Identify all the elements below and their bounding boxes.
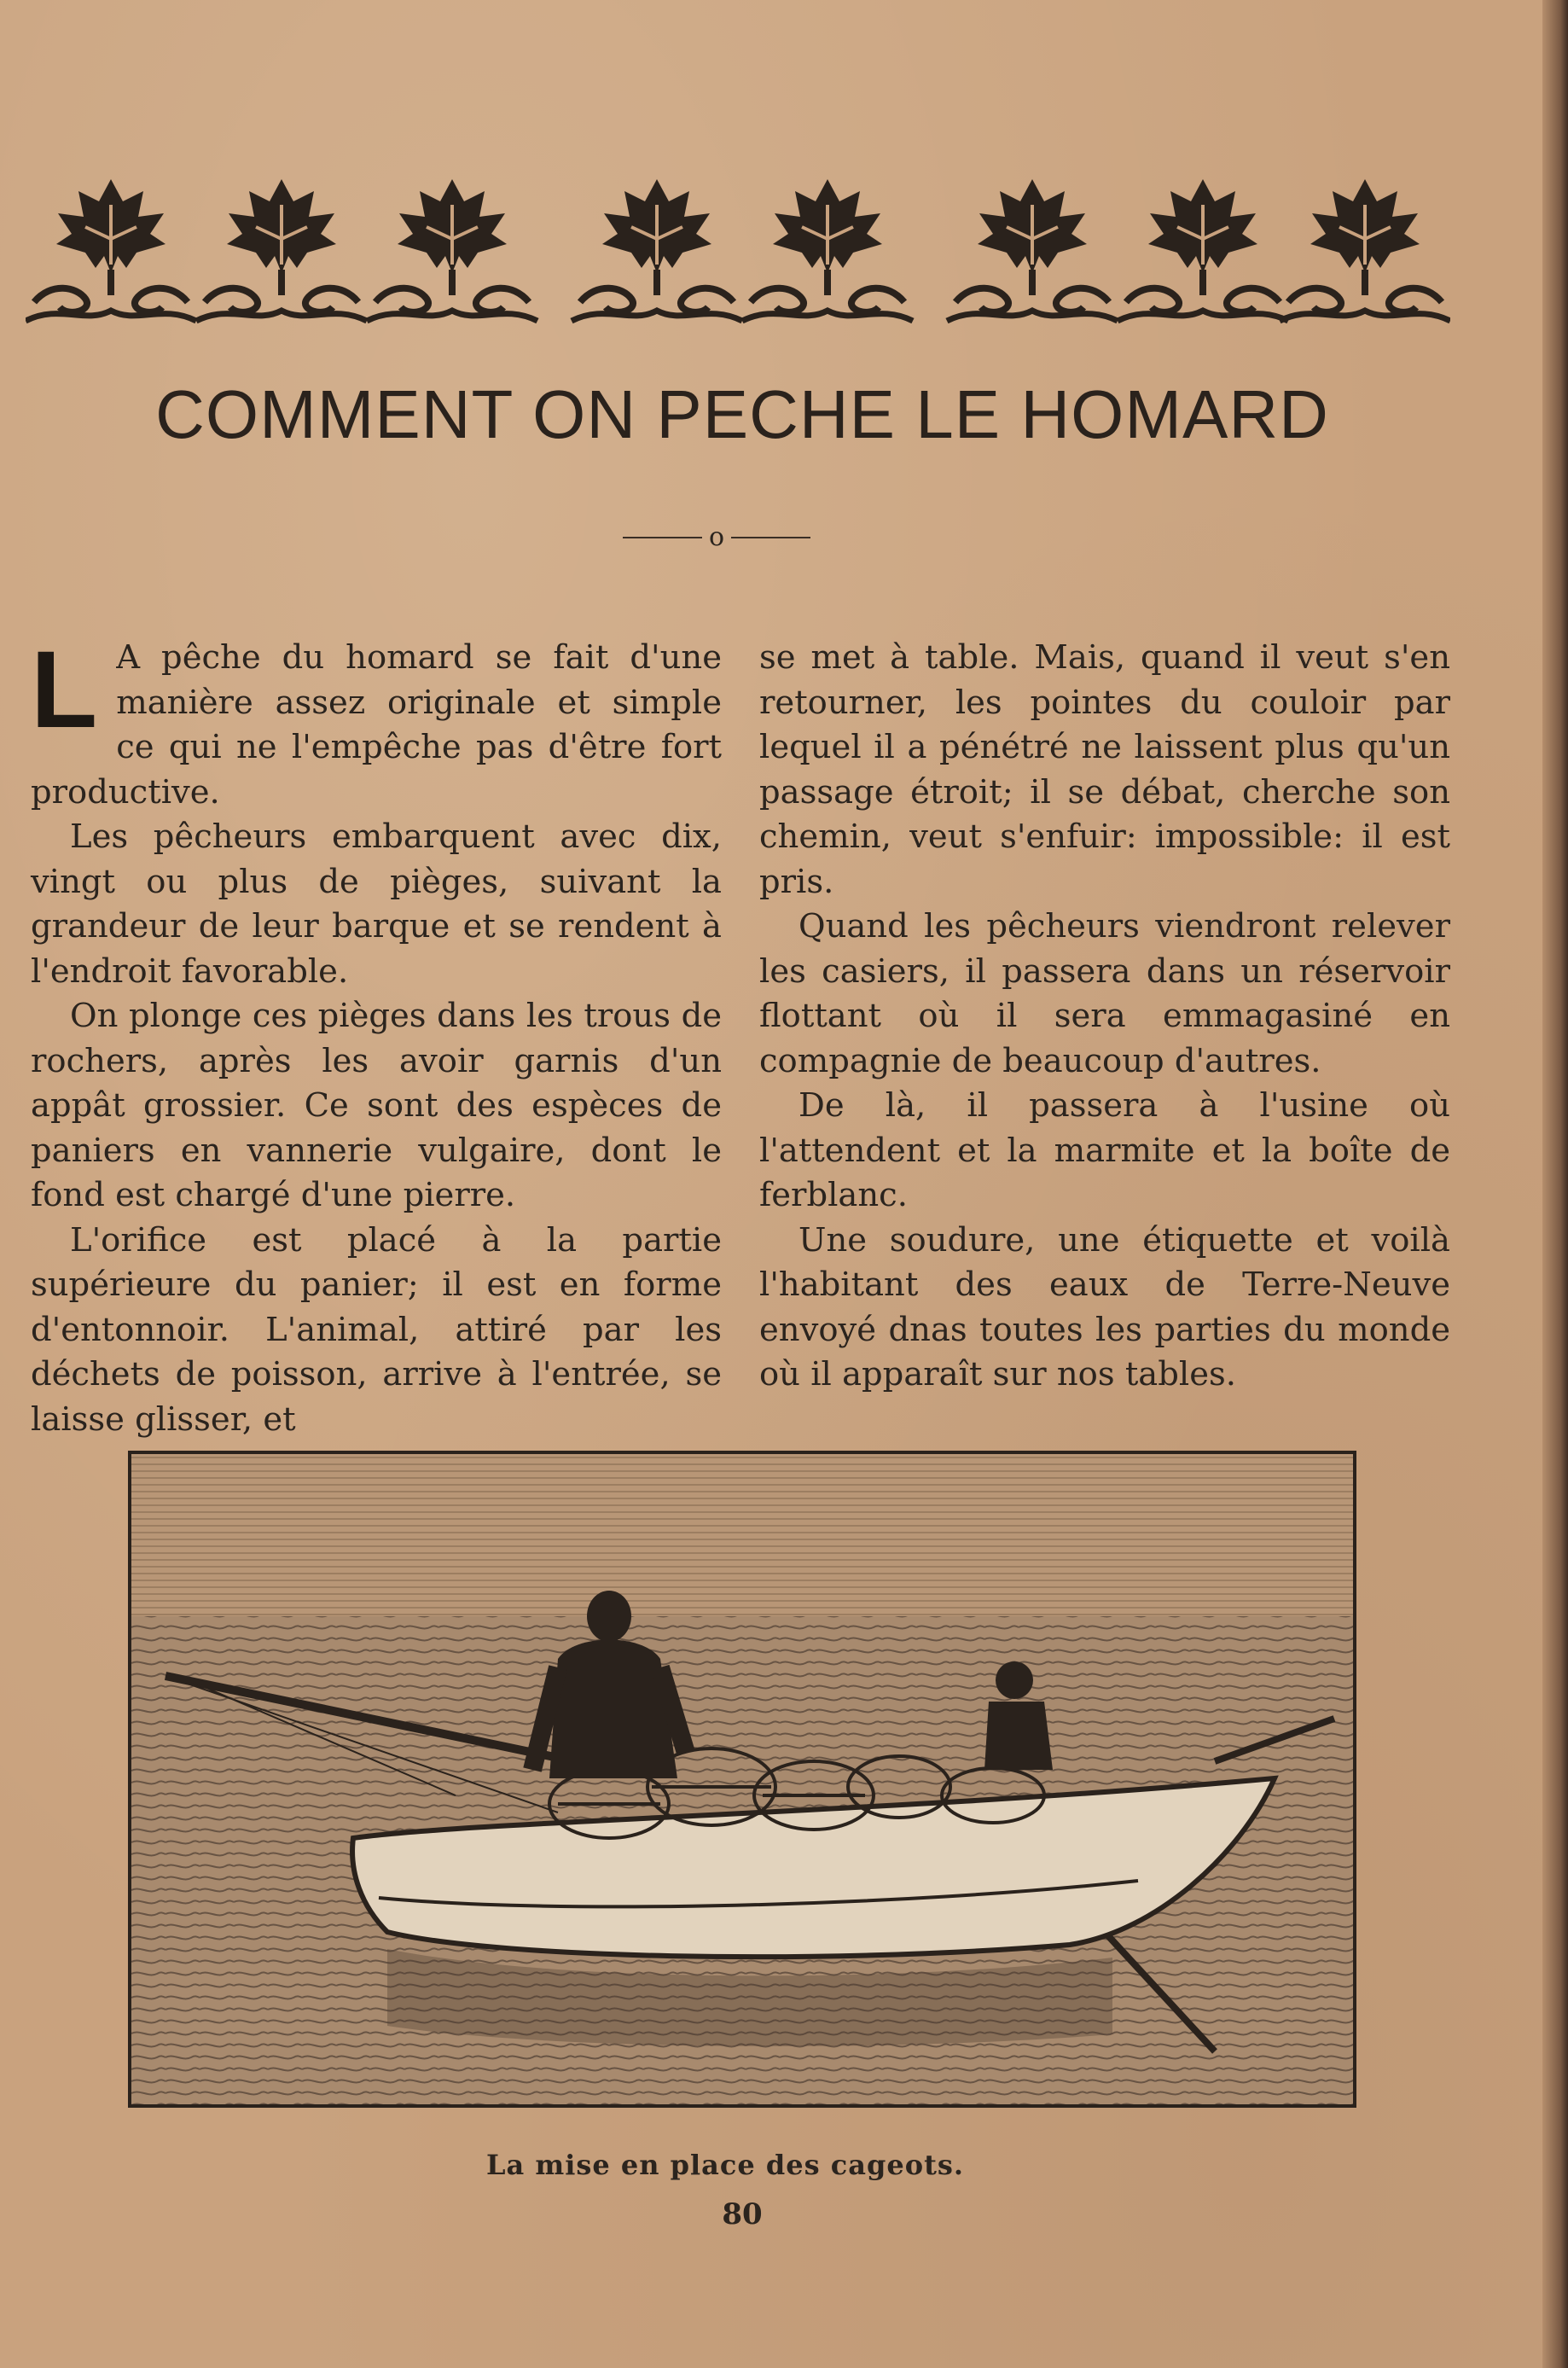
engraving-illustration	[128, 1451, 1356, 2108]
paragraph: De là, il passera à l'usine où l'attendent et la marmite et la boîte de ferblanc.	[759, 1086, 1450, 1214]
sky	[131, 1454, 1353, 1616]
title-separator	[623, 522, 810, 552]
first-paragraph	[31, 629, 722, 815]
maple-leaf-icon	[572, 179, 742, 321]
article-title: COMMENT ON PECHE LE HOMARD	[155, 376, 1329, 452]
maple-leaf-icon	[947, 179, 1118, 321]
maple-leaf-icon	[742, 179, 913, 321]
drop-cap: L	[31, 629, 98, 751]
maple-leaf-icon	[1280, 179, 1450, 321]
page-edge	[1542, 0, 1568, 2368]
first-paragraph-text: A pêche du homard se fait d'une manière assez originale et simple ce qui ne l'empêche pas d'être fort productive.	[31, 638, 722, 812]
paragraph: Les pêcheurs embarquent avec dix, vingt ou plus de pièges, suivant la grandeur de leur barque et se rendent à l'endroit favorable.	[31, 817, 722, 991]
left-column	[31, 629, 722, 1442]
paragraph: On plonge ces pièges dans les trous de rochers, après les avoir garnis d'un appât grossier. Ce sont des espèces de paniers en vannerie vulgaire, dont le fond est chargé d'une pierre.	[31, 997, 722, 1214]
illustration-caption: La mise en place des cageots.	[485, 2149, 965, 2181]
paragraph: Quand les pêcheurs viendront relever les casiers, il passera dans un réservoir flottant où il sera emmagasiné en compagnie de beaucoup d'autres.	[759, 907, 1450, 1080]
maple-leaf-ornament-band	[26, 154, 1450, 341]
separator-line-left	[623, 537, 702, 538]
paragraph: Une soudure, une étiquette et voilà l'habitant des eaux de Terre-Neuve envoyé dnas toutes les parties du monde où il apparaît sur nos tables.	[759, 1220, 1450, 1393]
page-number: 80	[722, 2197, 763, 2231]
right-column	[759, 636, 1450, 1398]
maple-leaf-icon	[26, 179, 196, 321]
maple-leaf-icon	[367, 179, 537, 321]
separator-line-right	[731, 537, 810, 538]
continuation-paragraph: se met à table. Mais, quand il veut s'en retourner, les pointes du couloir par lequel il a pénétré ne laissent plus qu'un passage étroit; il se débat, cherche son chemin, veut s'enfuir: impossible: il est pris.	[759, 638, 1450, 901]
separator-glyph: o	[708, 522, 725, 552]
maple-leaf-icon	[1118, 179, 1288, 321]
maple-leaf-icon	[196, 179, 367, 321]
paragraph: L'orifice est placé à la partie supérieure du panier; il est en forme d'entonnoir. L'animal, attiré par les déchets de poisson, arrive à l'entrée, se laisse glisser, et	[31, 1220, 722, 1439]
